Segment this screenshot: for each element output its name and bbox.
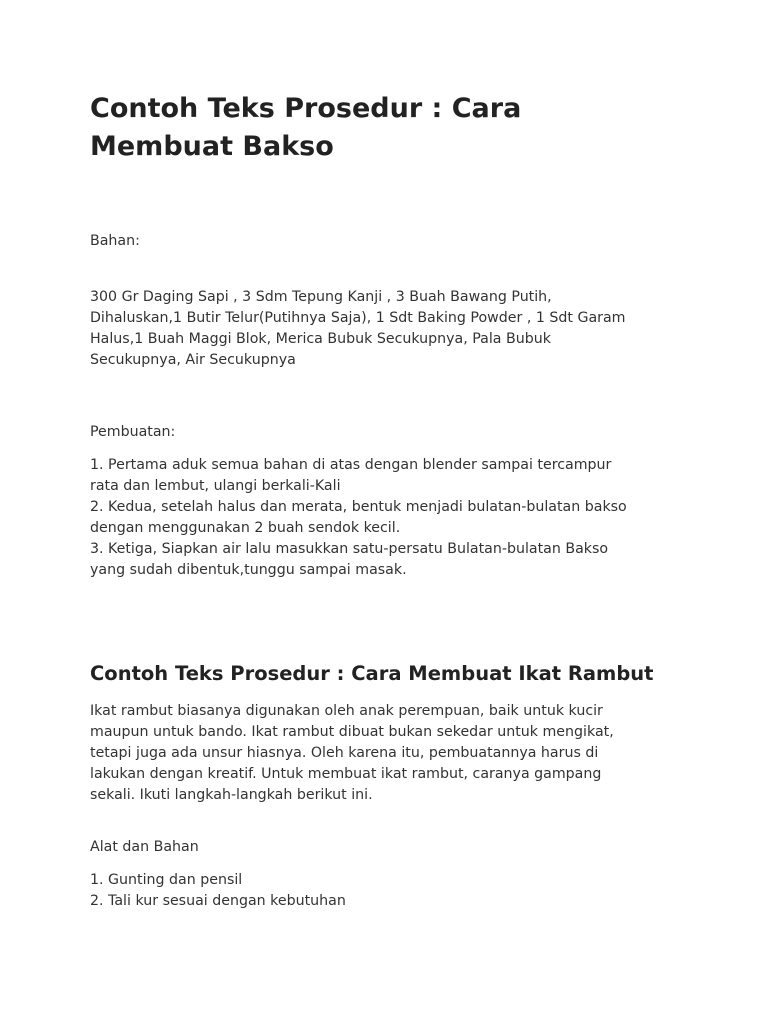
title-line: Contoh Teks Prosedur : Cara: [90, 93, 522, 124]
intro-paragraph: [90, 701, 670, 806]
list-item: 1. Gunting dan pensil: [90, 872, 243, 888]
bahan-label: Bahan:: [90, 233, 140, 249]
text-line: 1. Pertama aduk semua bahan di atas dengan blender sampai tercampur: [90, 457, 612, 473]
text-line: Dihaluskan,1 Butir Telur(Putihnya Saja), 1 Sdt Baking Powder , 1 Sdt Garam: [90, 310, 626, 326]
list-item: 2. Tali kur sesuai dengan kebutuhan: [90, 893, 346, 909]
bahan-paragraph: [90, 287, 670, 371]
text-line: 3. Ketiga, Siapkan air lalu masukkan satu-persatu Bulatan-bulatan Bakso: [90, 541, 609, 557]
text-line: tetapi juga ada unsur hiasnya. Oleh karena itu, pembuatannya harus di: [90, 745, 599, 761]
text-line: lakukan dengan kreatif. Untuk membuat ikat rambut, caranya gampang: [90, 766, 602, 782]
section-heading: Contoh Teks Prosedur : Cara Membuat Ikat Rambut: [90, 662, 654, 685]
steps-paragraph: [90, 455, 670, 581]
text-line: Secukupnya, Air Secukupnya: [90, 352, 296, 368]
title-line: Membuat Bakso: [90, 131, 334, 162]
text-line: maupun untuk bando. Ikat rambut dibuat bukan sekedar untuk mengikat,: [90, 724, 614, 740]
page-title: [90, 90, 690, 166]
text-line: 300 Gr Daging Sapi , 3 Sdm Tepung Kanji , 3 Buah Bawang Putih,: [90, 289, 552, 305]
text-line: Ikat rambut biasanya digunakan oleh anak perempuan, baik untuk kucir: [90, 703, 603, 719]
text-line: sekali. Ikuti langkah-langkah berikut ini.: [90, 787, 373, 803]
alat-label: Alat dan Bahan: [90, 839, 199, 855]
text-line: Halus,1 Buah Maggi Blok, Merica Bubuk Secukupnya, Pala Bubuk: [90, 331, 551, 347]
alat-list: [90, 870, 670, 912]
text-line: rata dan lembut, ulangi berkali-Kali: [90, 478, 341, 494]
text-line: yang sudah dibentuk,tunggu sampai masak.: [90, 562, 407, 578]
pembuatan-label: Pembuatan:: [90, 424, 176, 440]
text-line: dengan menggunakan 2 buah sendok kecil.: [90, 520, 401, 536]
text-line: 2. Kedua, setelah halus dan merata, bentuk menjadi bulatan-bulatan bakso: [90, 499, 627, 515]
